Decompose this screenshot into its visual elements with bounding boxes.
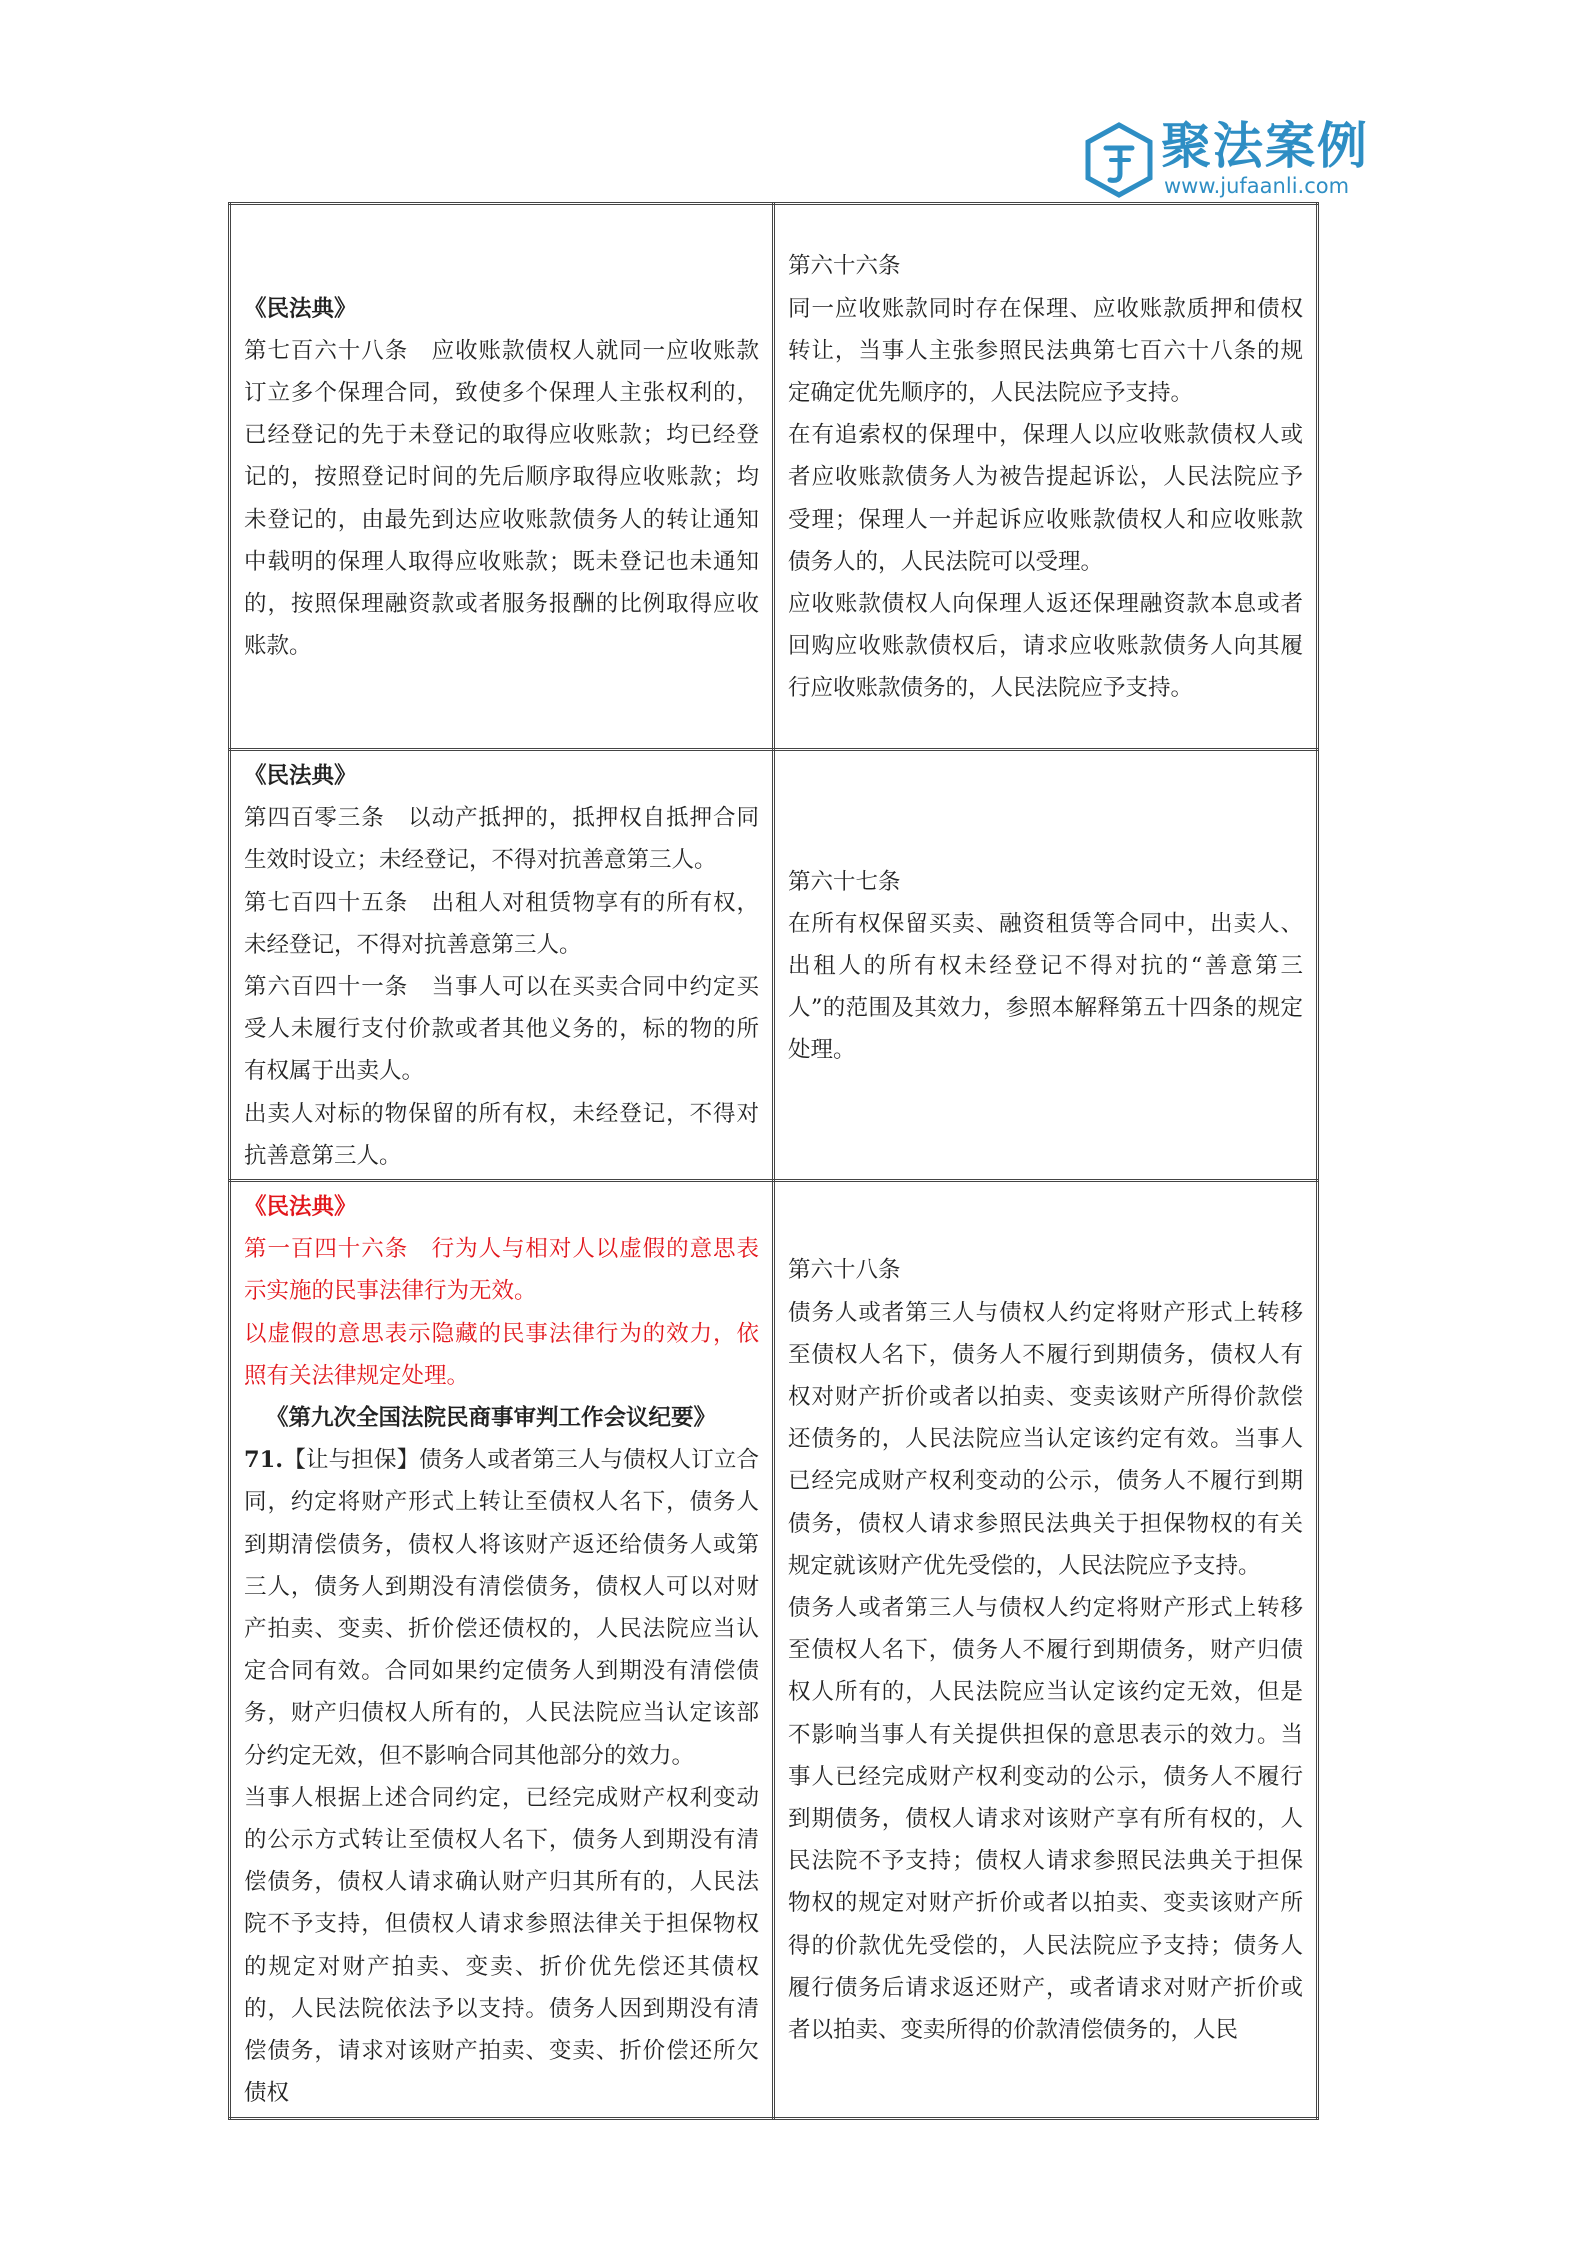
logo-title: 聚法案例 — [1161, 117, 1369, 175]
minutes-paragraph: 当事人根据上述合同约定，已经完成财产权利变动的公示方式转让至债权人名下，债务人到期没有清偿债务，债权人请求确认财产归其所有的，人民法院不予支持，但债权人请求参照法律关于担保物权的规定对财产拍卖、变卖、折价优先偿还其债权的，人民法院依法予以支持。债务人因到期没有清偿债务，请求对该财产拍卖、变卖、折价偿还所欠债权 — [244, 1784, 759, 2107]
statute-heading: 《民法典》 — [244, 295, 357, 322]
table-row — [230, 1181, 1318, 2118]
article-paragraph: 同一应收账款同时存在保理、应收账款质押和债权转让，当事人主张参照民法典第七百六十八条的规定确定优先顺序的，人民法院应予支持。 — [788, 295, 1303, 406]
jufa-logo — [1076, 112, 1369, 202]
statute-article: 第一百四十六条 行为人与相对人以虚假的意思表示实施的民事法律行为无效。 — [244, 1236, 759, 1305]
jufa-logo-icon — [1084, 122, 1154, 198]
table-row — [230, 750, 1318, 1181]
statute-article: 第七百四十五条 出租人对租赁物享有的所有权，未经登记，不得对抗善意第三人。 — [244, 889, 759, 958]
minutes-item-title: 【让与担保】 — [283, 1447, 420, 1474]
article-paragraph: 债务人或者第三人与债权人约定将财产形式上转移至债权人名下，债务人不履行到期债务，财产归债权人所有的，人民法院应当认定该约定无效，但是不影响当事人有关提供担保的意思表示的效力。当事人已经完成财产权利变动的公示，债务人不履行到期债务，债权人请求对该财产享有所有权的，人民法院不予支持；债权人请求参照民法典关于担保物权的规定对财产折价或者以拍卖、变卖该财产所得的价款优先受偿的，人民法院应予支持；债务人履行债务后请求返还财产，或者请求对财产折价或者以拍卖、变卖所得的价款清偿债务的，人民 — [788, 1594, 1303, 2043]
article-paragraph: 在所有权保留买卖、融资租赁等合同中，出卖人、出租人的所有权未经登记不得对抗的“善意第三人”的范围及其效力，参照本解释第五十四条的规定处理。 — [788, 910, 1303, 1064]
article-paragraph: 债务人或者第三人与债权人约定将财产形式上转移至债权人名下，债务人不履行到期债务，债权人有权对财产折价或者以拍卖、变卖该财产所得价款偿还债务的，人民法院应当认定该约定有效。当事人已经完成财产权利变动的公示，债务人不履行到期债务，债权人请求参照民法典关于担保物权的有关规定就该财产优先受偿的，人民法院应予支持。 — [788, 1299, 1303, 1579]
statute-heading: 《民法典》 — [244, 763, 357, 789]
article-paragraph: 应收账款债权人向保理人返还保理融资款本息或者回购应收账款债权后，请求应收账款债务人向其履行应收账款债务的，人民法院应予支持。 — [788, 591, 1303, 702]
article-heading: 第六十六条 — [788, 253, 901, 280]
interpretation-cell — [774, 204, 1318, 750]
interpretation-cell — [774, 1181, 1318, 2118]
interpretation-cell — [774, 750, 1318, 1181]
minutes-item-text: 债务人或者第三人与债权人订立合同，约定将财产形式上转让至债权人名下，债务人到期清偿债务，债权人将该财产返还给债务人或第三人，债务人到期没有清偿债务，债权人可以对财产拍卖、变卖、折价偿还债权的，人民法院应当认定合同有效。合同如果约定债务人到期没有清偿债务，财产归债权人所有的，人民法院应当认定该部分约定无效，但不影响合同其他部分的效力。 — [244, 1447, 759, 1769]
article-heading: 第六十八条 — [788, 1257, 901, 1284]
minutes-paragraph — [244, 1439, 759, 1777]
minutes-item-number: 71. — [244, 1447, 284, 1474]
statute-cell — [230, 750, 774, 1181]
statute-cell — [230, 1181, 774, 2118]
statute-article: 第四百零三条 以动产抵押的，抵押权自抵押合同生效时设立；未经登记，不得对抗善意第三人。 — [244, 805, 759, 874]
article-heading: 第六十七条 — [788, 868, 901, 895]
statute-article: 第六百四十一条 当事人可以在买卖合同中约定买受人未履行支付价款或者其他义务的，标的物的所有权属于出卖人。 — [244, 974, 759, 1085]
statute-article: 第七百六十八条 应收账款债权人就同一应收账款订立多个保理合同，致使多个保理人主张权利的，已经登记的先于未登记的取得应收账款；均已经登记的，按照登记时间的先后顺序取得应收账款；均未登记的，由最先到达应收账款债务人的转让通知中载明的保理人取得应收账款；既未登记也未通知的，按照保理融资款或者服务报酬的比例取得应收账款。 — [244, 337, 759, 660]
statute-article: 以虚假的意思表示隐藏的民事法律行为的效力，依照有关法律规定处理。 — [244, 1320, 759, 1389]
comparison-table — [228, 202, 1319, 2120]
statute-heading: 《民法典》 — [244, 1194, 357, 1221]
table-row — [230, 204, 1318, 750]
minutes-heading: 《第九次全国法院民商事审判工作会议纪要》 — [266, 1405, 717, 1432]
logo-url: www.jufaanli.com — [1164, 174, 1350, 198]
statute-article: 出卖人对标的物保留的所有权，未经登记，不得对抗善意第三人。 — [244, 1100, 759, 1169]
statute-cell — [230, 204, 774, 750]
article-paragraph: 在有追索权的保理中，保理人以应收账款债权人或者应收账款债务人为被告提起诉讼，人民法院应予受理；保理人一并起诉应收账款债权人和应收账款债务人的，人民法院可以受理。 — [788, 422, 1303, 575]
